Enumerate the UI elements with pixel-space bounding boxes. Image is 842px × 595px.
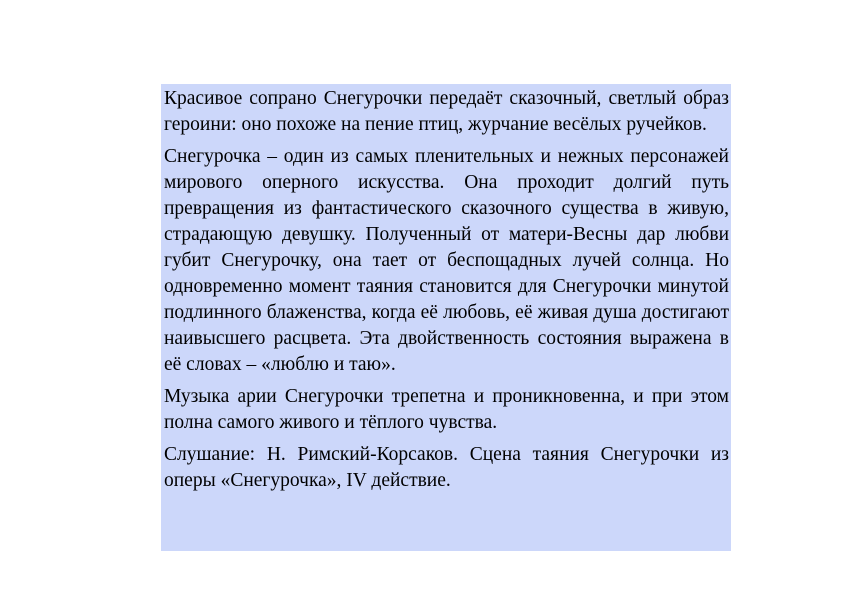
text-box xyxy=(161,84,731,551)
paragraph-soprano: Красивое сопрано Снегурочки передаёт сказочный, светлый образ героини: оно похоже на пение птиц, журчание весёлых ручейков. xyxy=(164,88,729,135)
paragraph-listening: Слушание: Н. Римский-Корсаков. Сцена таяния Снегурочки из оперы «Снегурочка», IV действие. xyxy=(164,444,729,491)
paragraph-music: Музыка арии Снегурочки трепетна и проникновенна, и при этом полна самого живого и тёплого чувства. xyxy=(164,386,729,433)
paragraph-character: Снегурочка – один из самых пленительных и нежных персонажей мирового оперного искусства. Она проходит долгий путь превращения из фантастического сказочного существа в живую, страдающую девушку. Полученный от матери-Весны дар любви губит Снегурочку, она тает от беспощадных лучей солнца. Но одновременно момент таяния становится для Снегурочки минутой подлинного блаженства, когда её любовь, её живая душа достигают наивысшего расцвета. Эта двойственность состояния выражена в её словах – «люблю и таю». xyxy=(164,146,729,375)
